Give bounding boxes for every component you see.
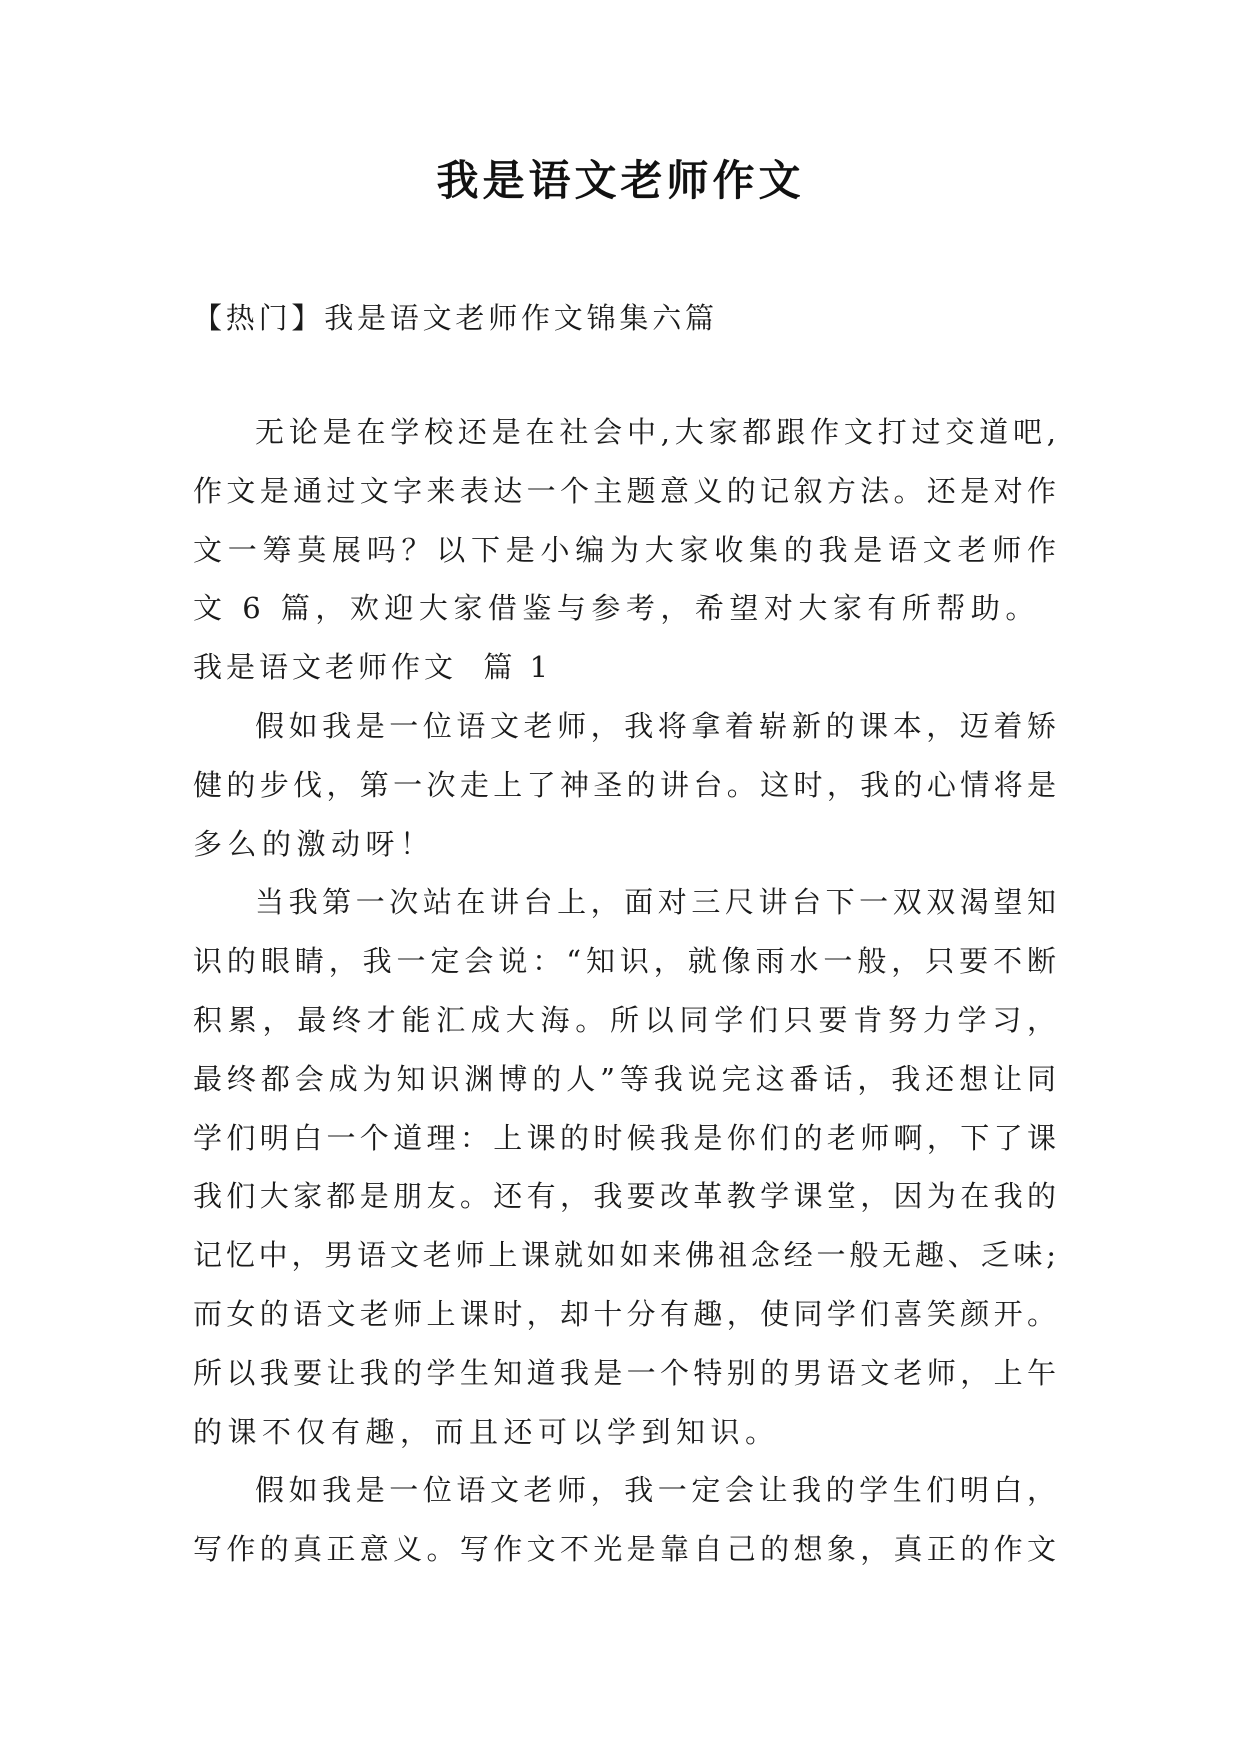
text-line: 文一筹莫展吗？以下是小编为大家收集的我是语文老师作 xyxy=(193,532,1056,567)
text-line: 最终都会成为知识渊博的人”等我说完这番话，我还想让同 xyxy=(193,1061,1056,1096)
text-line: 写作的真正意义。写作文不光是靠自己的想象，真正的作文 xyxy=(193,1532,1056,1567)
intro-paragraph xyxy=(193,403,1056,638)
text-line: 记忆中，男语文老师上课就如如来佛祖念经一般无趣、乏味; xyxy=(193,1238,1056,1273)
document-body xyxy=(193,403,1056,1579)
text-line: 健的步伐，第一次走上了神圣的讲台。这时，我的心情将是 xyxy=(193,767,1056,802)
text-line: 而女的语文老师上课时，却十分有趣，使同学们喜笑颜开。 xyxy=(193,1296,1056,1331)
text-line: 假如我是一位语文老师，我将拿着崭新的课本，迈着矫 xyxy=(255,708,1056,743)
text-line: 识的眼睛，我一定会说：“知识，就像雨水一般，只要不断 xyxy=(193,944,1056,979)
text-line: 的课不仅有趣，而且还可以学到知识。 xyxy=(193,1414,780,1449)
body-paragraph xyxy=(193,1461,1056,1579)
text-line: 无论是在学校还是在社会中,大家都跟作文打过交道吧, xyxy=(255,415,1056,449)
text-line: 学们明白一个道理：上课的时候我是你们的老师啊，下了课 xyxy=(193,1120,1056,1155)
text-line: 假如我是一位语文老师，我一定会让我的学生们明白， xyxy=(255,1473,1056,1508)
text-line: 多么的激动呀！ xyxy=(193,826,435,861)
text-line: 积累，最终才能汇成大海。所以同学们只要肯努力学习， xyxy=(193,1002,1056,1037)
document-title: 我是语文老师作文 xyxy=(436,156,805,205)
section-heading: 我是语文老师作文 篇 1 xyxy=(193,650,553,685)
text-line: 文 6 篇，欢迎大家借鉴与参考，希望对大家有所帮助。 xyxy=(193,591,1040,626)
body-paragraph xyxy=(193,697,1056,873)
text-line: 当我第一次站在讲台上，面对三尺讲台下一双双渴望知 xyxy=(255,885,1056,920)
text-line: 我们大家都是朋友。还有，我要改革教学课堂，因为在我的 xyxy=(193,1179,1056,1214)
body-paragraph xyxy=(193,873,1056,1461)
text-line: 作文是通过文字来表达一个主题意义的记叙方法。还是对作 xyxy=(193,473,1056,508)
text-line: 所以我要让我的学生知道我是一个特别的男语文老师，上午 xyxy=(193,1355,1056,1390)
document-subtitle: 【热门】我是语文老师作文锦集六篇 xyxy=(193,301,718,335)
